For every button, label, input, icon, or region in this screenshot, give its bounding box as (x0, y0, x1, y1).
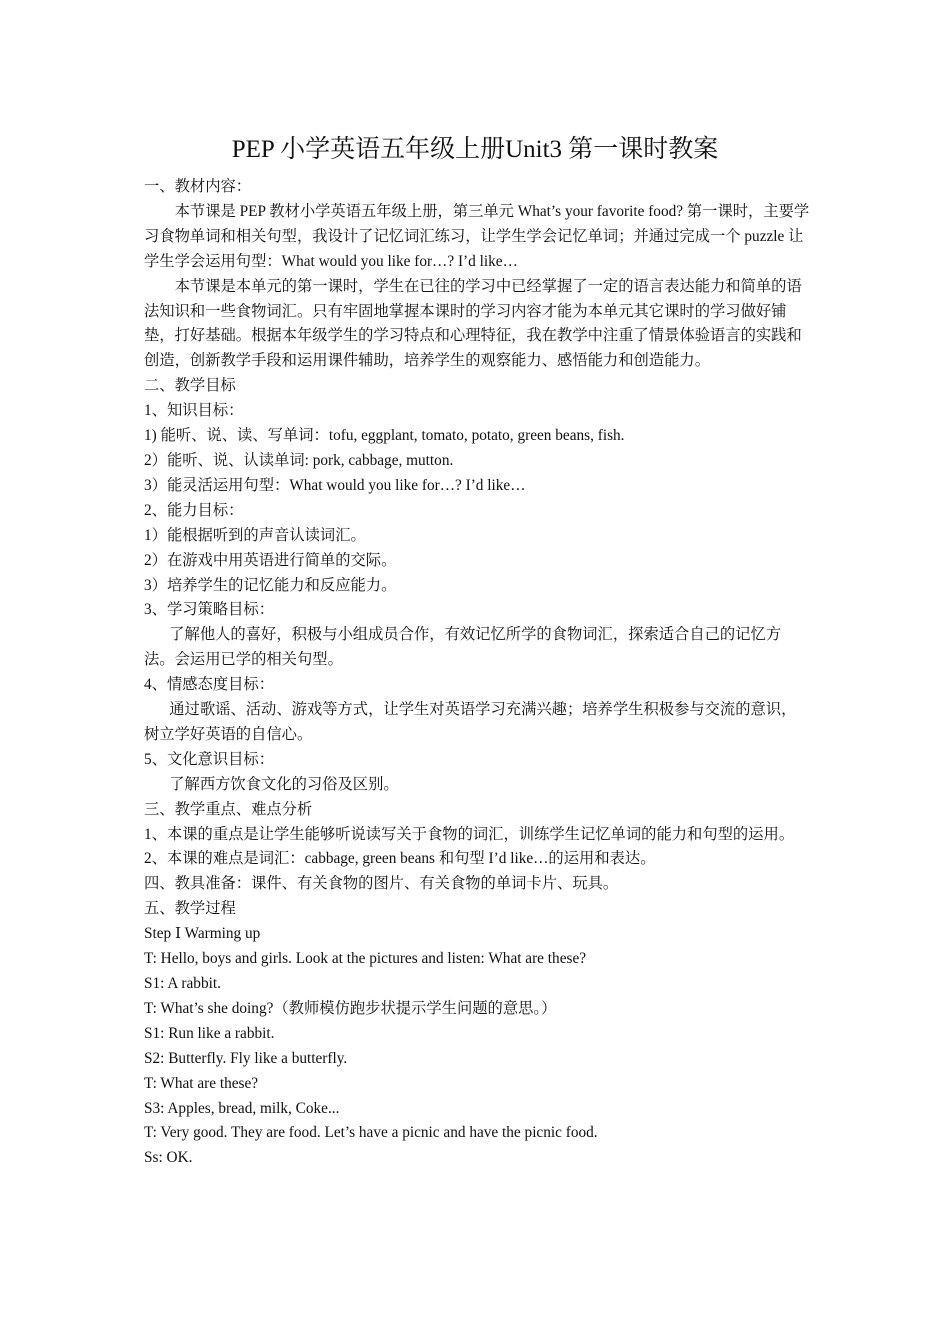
paragraph: 2、本课的难点是词汇：cabbage, green beans 和句型 I’d like…的运用和表达。 (144, 850, 656, 868)
paragraph: 了解他人的喜好，积极与小组成员合作，有效记忆所学的食物词汇，探索适合自己的记忆方法。会运用已学的相关句型。 (144, 626, 782, 669)
dialogue-line: T: What’s she doing?（教师模仿跑步状提示学生问题的意思。） (144, 999, 557, 1017)
subsection-heading: 3、学习策略目标： (144, 601, 275, 619)
paragraph: 了解西方饮食文化的习俗及区别。 (169, 775, 399, 793)
section-heading: 一、教材内容： (144, 178, 252, 195)
list-item: 3）培养学生的记忆能力和反应能力。 (144, 576, 397, 594)
list-item: 2）在游戏中用英语进行简单的交际。 (144, 551, 397, 569)
subsection-heading: 4、情感态度目标： (144, 676, 275, 694)
subsection-heading: 2、能力目标： (144, 501, 244, 519)
dialogue-line: T: Hello, boys and girls. Look at the pictures and listen: What are these? (144, 950, 587, 968)
paragraph: 通过歌谣、活动、游戏等方式，让学生对英语学习充满兴趣；培养学生积极参与交流的意识，树立学好英语的自信心。 (144, 701, 797, 743)
section-heading: 二、教学目标 (144, 377, 236, 395)
dialogue-line: S1: Run like a rabbit. (144, 1024, 275, 1042)
dialogue-line: T: What are these? (144, 1074, 259, 1092)
dialogue-line: S3: Apples, bread, milk, Coke... (144, 1099, 340, 1117)
dialogue-line: S2: Butterfly. Fly like a butterfly. (144, 1049, 348, 1067)
section-heading: 五、教学过程 (144, 900, 236, 918)
section-heading: 三、教学重点、难点分析 (144, 800, 313, 818)
document-title: PEP 小学英语五年级上册Unit3 第一课时教案 (231, 136, 719, 163)
dialogue-line: T: Very good. They are food. Let’s have a picnic and have the picnic food. (144, 1124, 598, 1142)
paragraph: 1、本课的重点是让学生能够听说读写关于食物的词汇，训练学生记忆单词的能力和句型的运用。 (144, 825, 795, 843)
list-item: 1）能根据听到的声音认读词汇。 (144, 526, 366, 544)
paragraph: 本节课是 PEP 教材小学英语五年级上册，第三单元 What’s your favorite food? 第一课时，主要学习食物单词和相关句型，我设计了记忆词汇练习，让学生学会记忆单词；并通过完成一个 puzzle 让学生学会运用句型：What would you like for…? I’d like… (144, 202, 810, 270)
document-body (144, 175, 810, 1171)
list-item: 1) 能听、说、读、写单词：tofu, eggplant, tomato, potato, green beans, fish. (144, 427, 625, 445)
subsection-heading: 1、知识目标： (144, 402, 244, 420)
list-item: 3）能灵活运用句型：What would you like for…? I’d like… (144, 476, 526, 494)
paragraph: 本节课是本单元的第一课时，学生在已往的学习中已经掌握了一定的语言表达能力和简单的语法知识和一些食物词汇。只有牢固地掌握本课时的学习内容才能为本单元其它课时的学习做好铺垫，打好基础。根据本年级学生的学习特点和心理特征，我在教学中注重了情景体验语言的实践和创造，创新教学手段和运用课件辅助，培养学生的观察能力、感悟能力和创造能力。 (144, 277, 802, 370)
subsection-heading: 5、文化意识目标： (144, 750, 275, 768)
dialogue-line: S1: A rabbit. (144, 975, 221, 992)
list-item: 2）能听、说、认读单词: pork, cabbage, mutton. (144, 451, 454, 469)
dialogue-line: Ss: OK. (144, 1149, 193, 1167)
section-heading: 四、教具准备：课件、有关食物的图片、有关食物的单词卡片、玩具。 (144, 875, 619, 893)
step-heading: Step Ⅰ Warming up (144, 925, 261, 943)
